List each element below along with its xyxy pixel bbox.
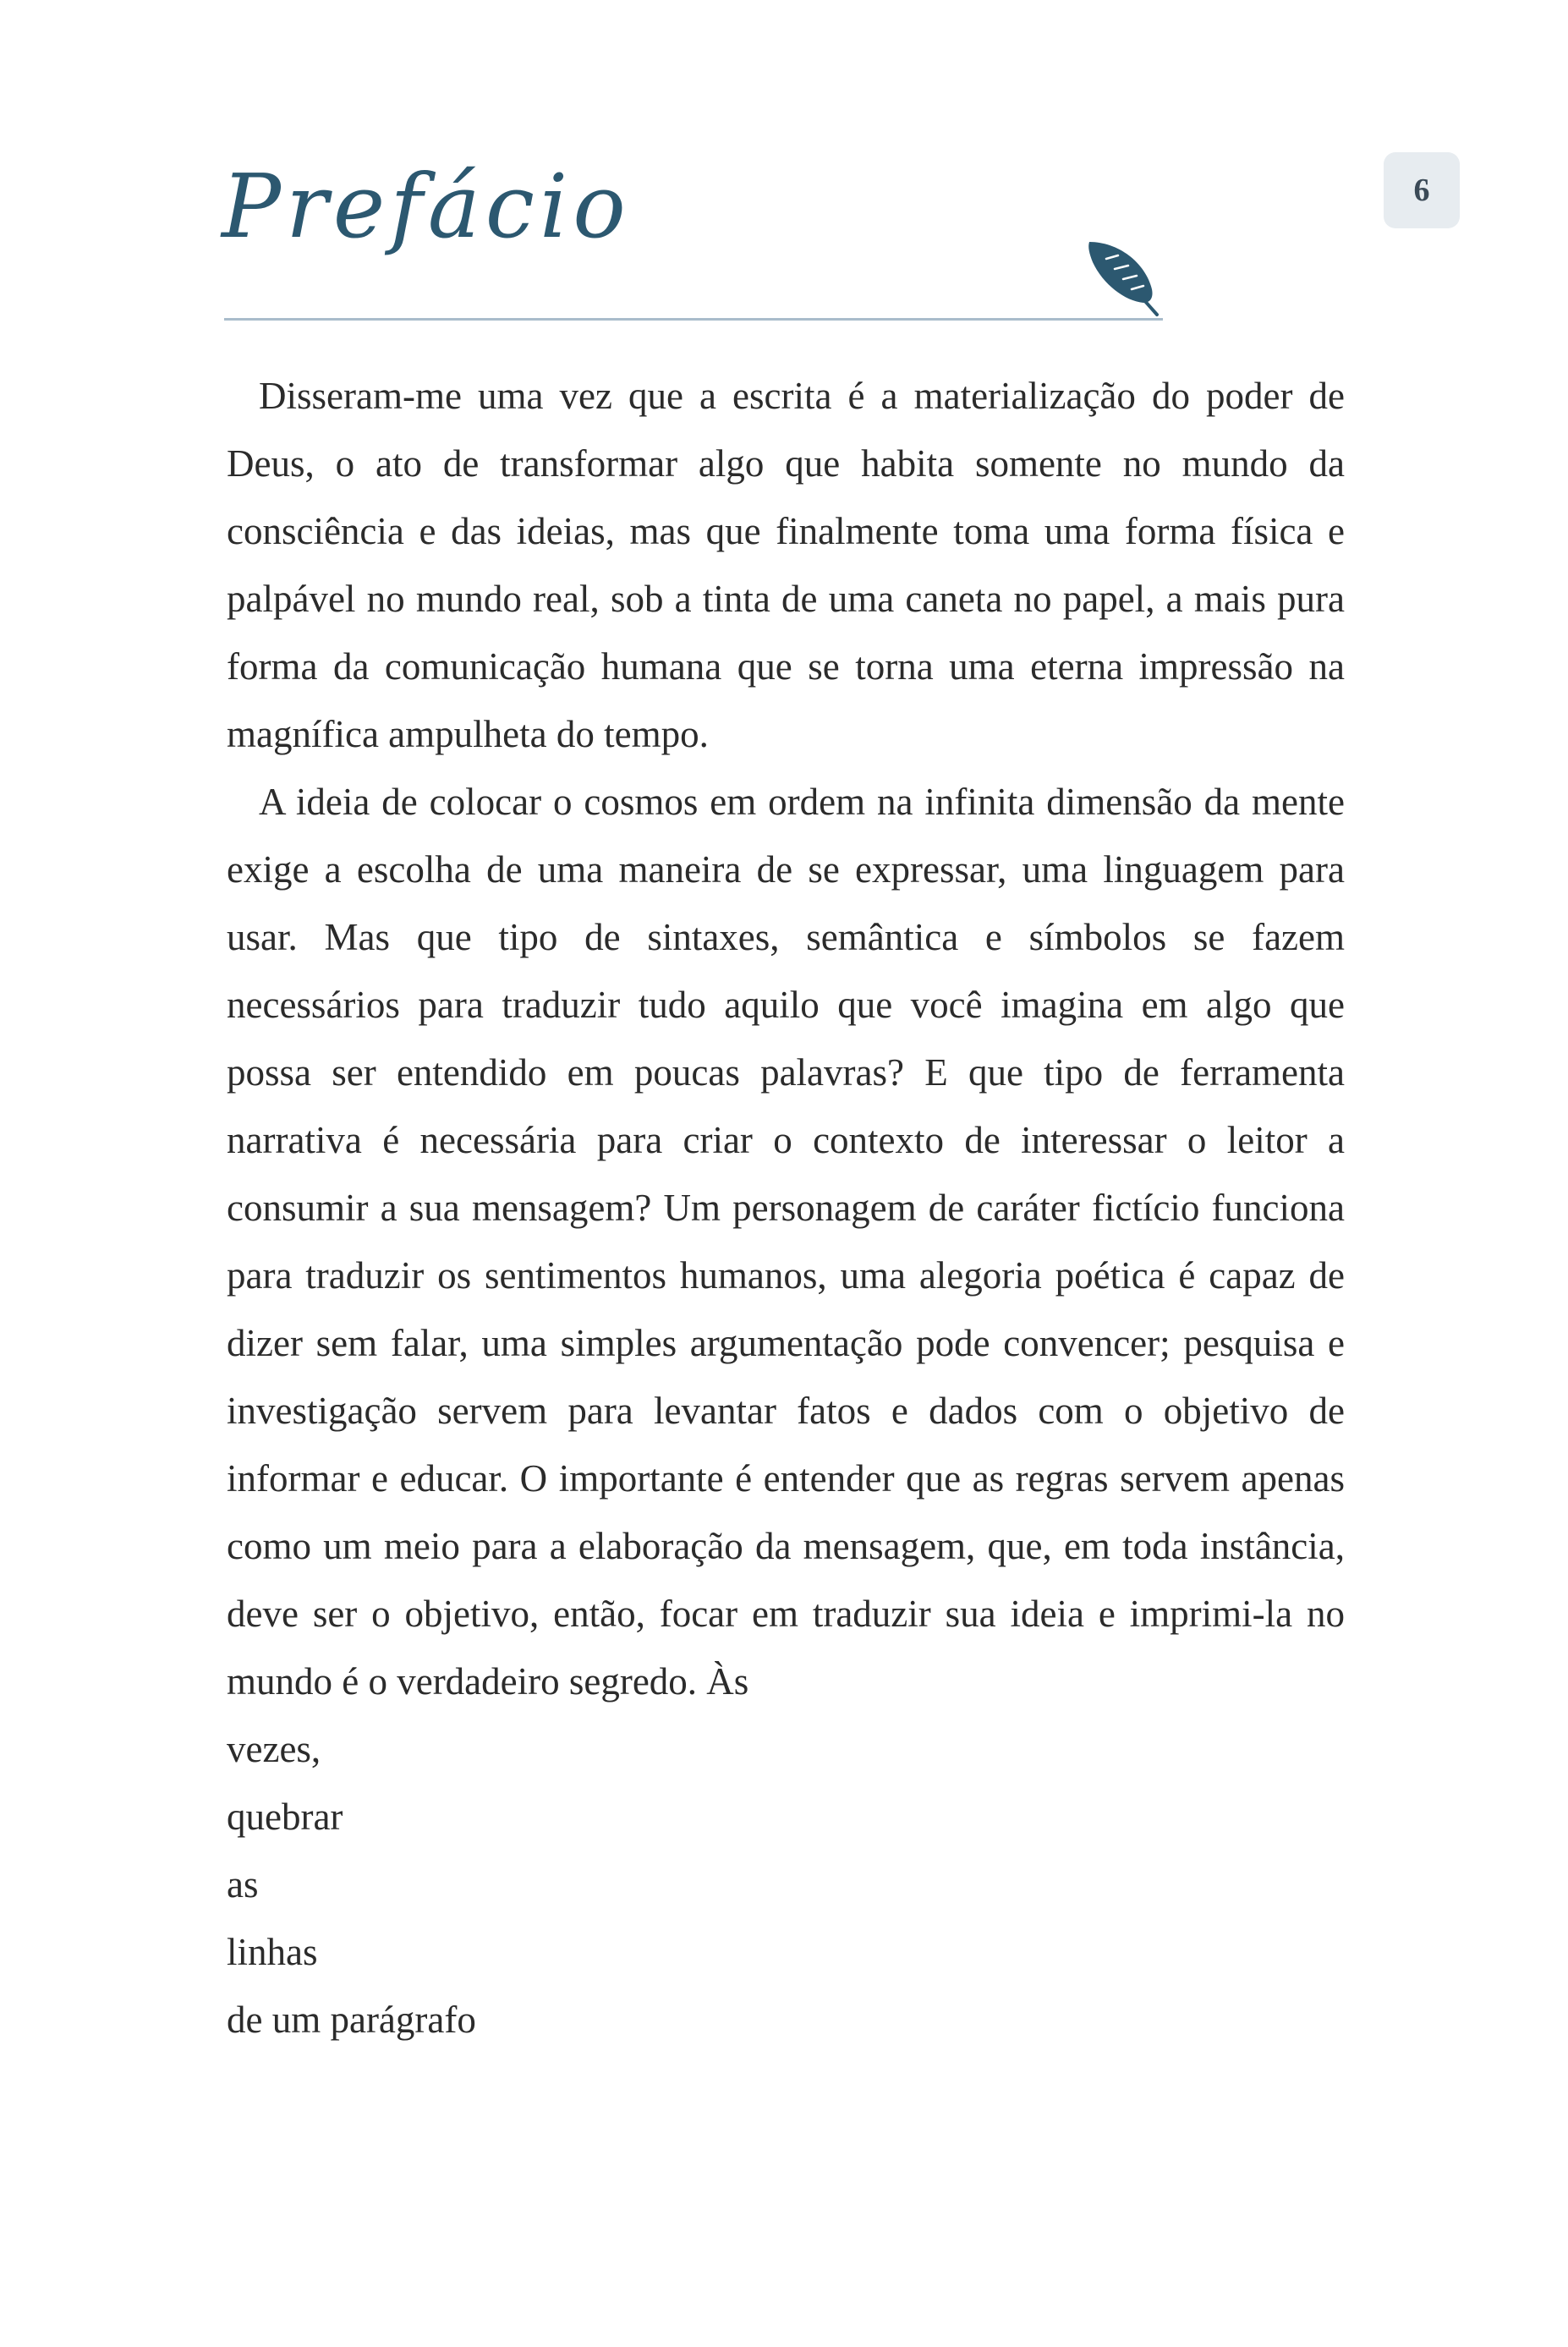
page-number-text: 6 (1413, 173, 1430, 208)
paragraph-1: Disseram-me uma vez que a escrita é a materialização do poder de Deus, o ato de transformar algo que habita somente no mundo da consciência e das ideias, mas que finalmente toma uma forma física e palpável no mundo real, sob a tinta de uma caneta no papel, a mais pura forma da comunicação humana que se torna uma eterna impressão na magnífica ampulheta do tempo. (227, 375, 1345, 755)
broken-line-3: as (227, 1863, 259, 1906)
chapter-title: Prefácio (222, 155, 631, 258)
broken-line-4: linhas (227, 1931, 318, 1973)
body-text (227, 362, 1345, 2054)
broken-line-5: de um parágrafo (227, 1999, 476, 2041)
paragraph-2: A ideia de colocar o cosmos em ordem na infinita dimensão da mente exige a escolha de uma maneira de se expressar, uma linguagem para usar. Mas que tipo de sintaxes, semântica e símbolos se fazem necessários para traduzir tudo aquilo que você imagina em algo que possa ser entendido em poucas palavras? E que tipo de ferramenta narrativa é necessária para criar o contexto de interessar o leitor a consumir a sua mensagem? Um personagem de caráter fictício funciona para traduzir os sentimentos humanos, uma alegoria poética é capaz de dizer sem falar, uma simples argumentação pode convencer; pesquisa e investigação servem para levantar fatos e dados com o objetivo de informar e educar. O importante é entender que as regras servem apenas como um meio para a elaboração da mensagem, que, em toda instância, deve ser o objetivo, então, focar em traduzir sua ideia e imprimi-la no mundo é o verdadeiro segredo. Às (227, 781, 1345, 1703)
feather-icon (1084, 237, 1162, 318)
broken-line-1: vezes, (227, 1728, 321, 1770)
title-divider (224, 318, 1163, 321)
broken-line-2: quebrar (227, 1796, 343, 1838)
page-number (1384, 152, 1460, 228)
